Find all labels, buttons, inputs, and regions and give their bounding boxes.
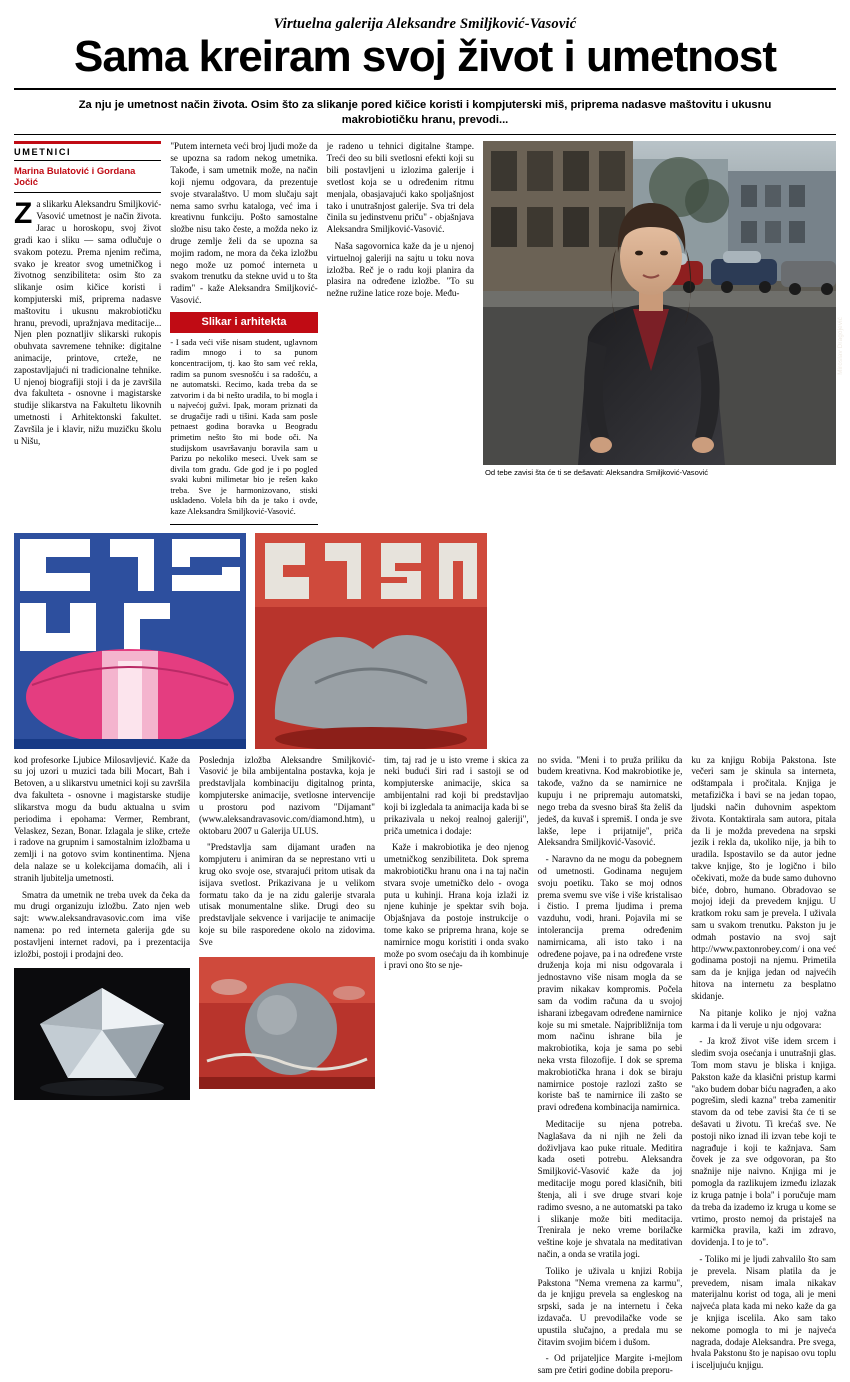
artwork-row-top — [14, 533, 836, 749]
paragraph: no svida. "Meni i to pruža priliku da budem kreativna. Kod makrobiotike je, takođe, važno da se namirnice ne kupuju i ne pripremaju automatski, nego treba da svesno biraš šta želiš da jedeš, da kuvaš i spremiš. I onda je sve lakše, lepe i prijatnije", priča Aleksandra Smiljković-Vasović. — [537, 754, 683, 848]
paragraph: Toliko je uživala u knjizi Robija Pakstona "Nema vremena za karmu", da je knjigu prevela sa engleskog na srpski, sada je na internetu i čeka izdavača. U prevodilačke vode se upustila slučajno, a predala mu se čitavim svojim bićem i dušom. — [537, 1265, 683, 1347]
column-1 — [14, 141, 161, 452]
lower-column-2-text — [199, 755, 375, 949]
subhead-body: - I sada veći više nisam student, uglavnom radim mnogo i to sa punom koncentracijom, tj. kao što sam već rekla, radim sa punom svesnošću i sa radošću, a ne automatski. Recimo, kada treba da se zatvorim i da bi nešto uradila, to bi mogla i u najvećoj gužvi. Ipak, moram priznati da se drugačije radi u tišini. Kada sam posle petnaest godina boravka u Beogradu primetim nešto što mi bode oči. Na studijskom usavršavanju boravila sam u Parizu po nekoliko meseci. Uvek sam se divila tom gradu. Gde god je i po pogled svaki kubni milimetar bio je rešen kako treba. Sve je harmonizovano, stiski uskladeno. Volela bih da je tako i ovde, kaze Aleksandra Smiljković-Vasović. — [170, 338, 317, 525]
lower-column-4-text — [538, 755, 683, 1377]
artwork-red-gray — [255, 533, 487, 749]
paragraph: tim, taj rad je u isto vreme i skica za neki budući širi rad i sastoji se od kompjuterske animacije, skica sa ambijentalni rad koji bi predstavljao koji bi izgledala ta animacija kada bi se prikazivala u nekoj realnoj galeriji", priča umetnica i dodaje: — [384, 754, 529, 836]
column-2-text — [170, 141, 317, 306]
paragraph: ku za knjigu Robija Pakstona. Iste večeri sam je skinula sa interneta, odštampala i pročitala. Knjiga je metafizička i bavi se na jedan topao, ljudski način duhovnim aspektom života. Kontaktirala sam autora, pitala da li je možda prevedena na srpski jezik i rekla da, ukoliko nije, ja bih to uradila. Ispostavilo se da autor jedne takve knjige, što je logično i bilo očekivati, može da bude samo duhovno biće, dobro, humano. Obradovao se mojoj ideji da prevedem knjigu. U kratkom roku sam je prevela. I uživala sam u svakom trenutku. Pakston ju je odmah postavio na svoj sajt http://www.paxtonrobey.com/ i ona već godinama postoji na njemu. Primetila sam da je knjiga jedan od najvećih hitova na internetu za besplatno skidanje. — [691, 754, 837, 1001]
paragraph: Poslednja izložba Aleksandre Smiljković-Vasović je bila ambijentalna postavka, koja je predstavljala kombinaciju digitalnog printa, kompjuterske animacije, svetlosne intervencije u prostoru pod nazivom "Dijamant" (www.aleksandravasovic.com/diamond.htm), u oktobaru 2007 u Galerija ULUS. — [199, 754, 375, 836]
section-label-block — [14, 141, 161, 193]
main-photo-block — [483, 141, 844, 478]
lower-column-3 — [384, 755, 529, 978]
standfirst: Za nju je umetnost način života. Osim što za slikanje pored kičice koristi i kompjuterski miš, priprema nadasve maštovitu i ukusnu makrobiotičku hranu, prevodi... — [78, 98, 772, 126]
paragraph: Kaže i makrobiotika je deo njenog umetničkog senzibiliteta. Dok sprema makrobiotičku hranu ona i na taj način stvara svoje umetničko delo - ovoga puta u kuhinji. Hrana koja izlaži iz njene kuhinje je spektar svih boja. Objašnjava da postoje instrukcije o tome kako se priprema hrana, koje se namirnice mogu koristiti i onda svako može po svom osećaju da ih kombinuje i pravi ono što se nje- — [384, 842, 529, 971]
section-label: UMETNICI — [14, 144, 161, 161]
photo-credit: Miroslav Dragojević — [836, 317, 844, 376]
column-1-text — [14, 199, 161, 447]
kicker: Virtuelna galerija Aleksandre Smiljković-Vasović — [273, 16, 577, 32]
paragraph: Smatra da umetnik ne treba uvek da čeka da mu drugi organizuju izložbu. Zato njen web sajt: www.aleksandravasovic.com ima više namena: po red interneta galerija gde su postavljeni internet radovi, pa i prezentacija izložbi, postoji i prodajni deo. — [14, 889, 190, 959]
paragraph: Na pitanje koliko je njoj važna karma i da li veruje u nju odgovara: — [691, 1007, 837, 1030]
page-title: Sama kreiram svoj život i umetnost — [73, 32, 777, 81]
lower-column-1 — [14, 755, 190, 1101]
divider-thin — [14, 134, 836, 135]
paragraph: - Ja krož život više idem srcem i sledim svoja osećanja i unutrašnji glas. Tom mom stavu je bliska i knjiga. Pakston kaže da klasični pristup karmi "ako budem dobar biću nagrađen, a ako pogrešim, sledi kazna" treba zamenitir stavom da od tebe zavisi šta će ti se dešavati u životu. Ti krećaš sve. Ne postoji niko iznad ili izvan tebe koji te nagrađuje i koji te kažnjava. Sam čovek je za sve odgovoran, pa što snažnije nije naivno. Knjiga mi je pomogla da razlikujem između izlazak iz kruga patnje i bola" i poručuje mam da treba da izademo iz kruga u kome se vrtimo, prosto nemoj da pristaješ na karmička pravila, kaži im zdravo, dovidenja. I to je to". — [691, 1036, 837, 1248]
lower-column-2 — [199, 755, 375, 1089]
lower-column-5-text — [691, 755, 836, 1372]
artwork-sphere — [199, 957, 375, 1089]
photo-caption: Od tebe zavisi šta će ti se dešavati: Aleksandra Smiljković-Vasović — [484, 468, 709, 478]
paragraph: je radeno u tehnici digitalne štampe. Treći deo su bili svetlosni efekti koji su bili postavljeni u izlozima galerije i svetlost koja se u određenim ritmu menjala, obasjavajući kako spoljašnjost tako i unutrašnjost galerije. Sva tri dela činila su jedinstvenu priču" - objašnjava Aleksandra Smiljković-Vasović. — [326, 141, 474, 235]
portrait-photo — [483, 141, 836, 465]
portrait-photo-graphic — [483, 141, 836, 465]
artwork-diamond — [14, 968, 190, 1100]
paragraph: Za slikarku Aleksandru Smiljković-Vasović umetnost je način života. Jarac u horoskopu, svoj život gradi kao i sliku — sama odlučuje o svakom potezu. Prema njenim rečima, svako je kreator svog umetničkog i životnog senzibiliteta: osim što za slikanje osim kičice koristi i kompjuterski miš, priprema nadasve maštovitu i ukusnu makrobiotičku hranu, prevodi, upražnjava meditacije... Njen plen poznatljiv slikarski rukopis obuhvata savremene tehnike: digitalne animacije, printove, crteže, ne zapostavljajući ni tradicionalne tehnike. U njenoj biografiji stoji i da je završila dva fakulteta - osnovne i magistarske studije slikarstva na Fakultetu likovnih umetnosti i Arhitektonski fakultet. Završila je i klavir, nižu muzičku školu u Nišu, — [14, 197, 162, 446]
lower-column-3-text — [384, 755, 529, 973]
paragraph: - Naravno da ne mogu da pobegnem od umetnosti. Godinama negujem svoju poetiku. Tako se moj odnos prema svemu sve više i više kristalisao i čistio. I prema ljudima i prema vazduhu, vodi, hrani. Pojavila mi se intolerancija prema određenim namirnicama, ali isto tako i na određene pojave, pa i na određene vrste druženja koja mi nisu odgovarala i jednostavno više nisam mogla da se pravim nikakav kompromis. Počela sam da vodim računa da u svojoj isharani izbegavam određene namirnice koje su mi smetale. Najpribližnija tom mom načinu ishrane bila je makrobiotika, koja je sama po sebi neka vrsta filozofije. I dok se sprema makrobiotička hrana i dok se biraju namirnice postoje razlozi zašto se koriste baš te namirnice ili zašto se pravi određena kombinacija namirnica. — [537, 854, 683, 1113]
byline: Marina Bulatović i Gordana Jočić — [14, 165, 161, 193]
lower-column-1-text — [14, 755, 190, 961]
paragraph: Naša sagovornica kaže da je u njenoj virtuelnoj galeriji na sajtu u toku nova izložba. Reč je o radu koji planira da plasira na određene izložbe. "To su nežne ružine latice roze boje. Među- — [326, 240, 474, 299]
paragraph: kod profesorke Ljubice Milosavljević. Kaže da su joj uzori u muzici tada bili Mocart, Bah i Betoven, a u slikarstvu umetnici koji su završila dva fakulteta - osnovne i magistarske studije slikarstva mogu da budu aktualna u svim periodima i epohama: Vermer, Rembrant, Velaskez, Sezan, Bonar. Izlagala je slike, crteže i radove na grupnim i samostalnim izložbama u zemlji i na gotovo svim kontinentima. Njena dela nalaze se u kolekcijama domaćih, ali i stranih ljubitelja umetnosti. — [14, 754, 190, 883]
lower-column-4 — [538, 755, 683, 1382]
lower-column-5 — [691, 755, 836, 1377]
lower-section — [14, 755, 836, 1382]
paragraph: "Predstavlja sam dijamant urađen na kompjuteru i animiran da se neprestano vrti u krug oko svoje ose, stvarajući pritom utisak da isijava svetlost. Prikazivana je u velikom formatu tako da je na zidu galerije stvarala utisak monumentalne slike. Drugi deo su predstavljale sekvence i varijacije te animacije koje su bile rasporedene okolo na zidovima. Sve — [199, 842, 375, 947]
paragraph: Meditacije su njena potreba. Naglašava da ni njih ne želi da doživljava kao puke rituale. Meditira kada oseti potrebu. Aleksandra Smiljković-Vasović kaže da joj meditacije mogu pored klasičnih, biti štenja, ali i sve druge stvari koje radimo svesno, a ne automatski pa tako i slikanje može biti meditacija. Trenirala je neko vreme borilačke veštine koje je shvatala na meditativan način, a onda se vratila jogi. — [537, 1119, 683, 1259]
divider-thick — [14, 88, 836, 90]
top-section — [14, 141, 844, 524]
column-3 — [327, 141, 474, 305]
paragraph: "Putem interneta veći broj ljudi može da se upozna sa radom nekog umetnika. Takođe, i sam umetnik može, na način koji njemu odgovara, da prezentuje svoje stvaralaštvo. U mom slučaju sajt nema samo svrhu kataloga, već ima i kreativnu funkciju. Pošto samostalne složbe nisu tako česte, a možda neko iz druge zemlje želi da se upozna sa mojim radom, ne mora da čeka izložbu nego može uz pomoć interneta u svakom trenutku da stekne uvid u to šta radim" - kaže Aleksandra Smiljković-Vasović. — [170, 141, 318, 305]
column-2 — [170, 141, 317, 524]
paragraph: - Toliko mi je ljudi zahvalilo što sam je prevela. Nisam platila da je prevedem, nisam imala nikakav materijalnu korist od toga, ali je meni najveća plata kada mi neko kaže da ga je knjiga iscelila. Ako sam tako nekome pomogla to mi je najveća nagrada, dodaje Aleksandra. Pre svega, hvala Pakstonu što je napisao ovu toplu i isceljujuću knjigu. — [691, 1253, 837, 1371]
artwork-blue-pink — [14, 533, 246, 749]
subhead-slikar-i-arhitekta: Slikar i arhitekta — [170, 312, 317, 333]
column-3-text — [327, 141, 474, 300]
paragraph: - Od prijateljice Margite i-mejlom sam pre četiri godine dobila preporu- — [537, 1353, 683, 1376]
